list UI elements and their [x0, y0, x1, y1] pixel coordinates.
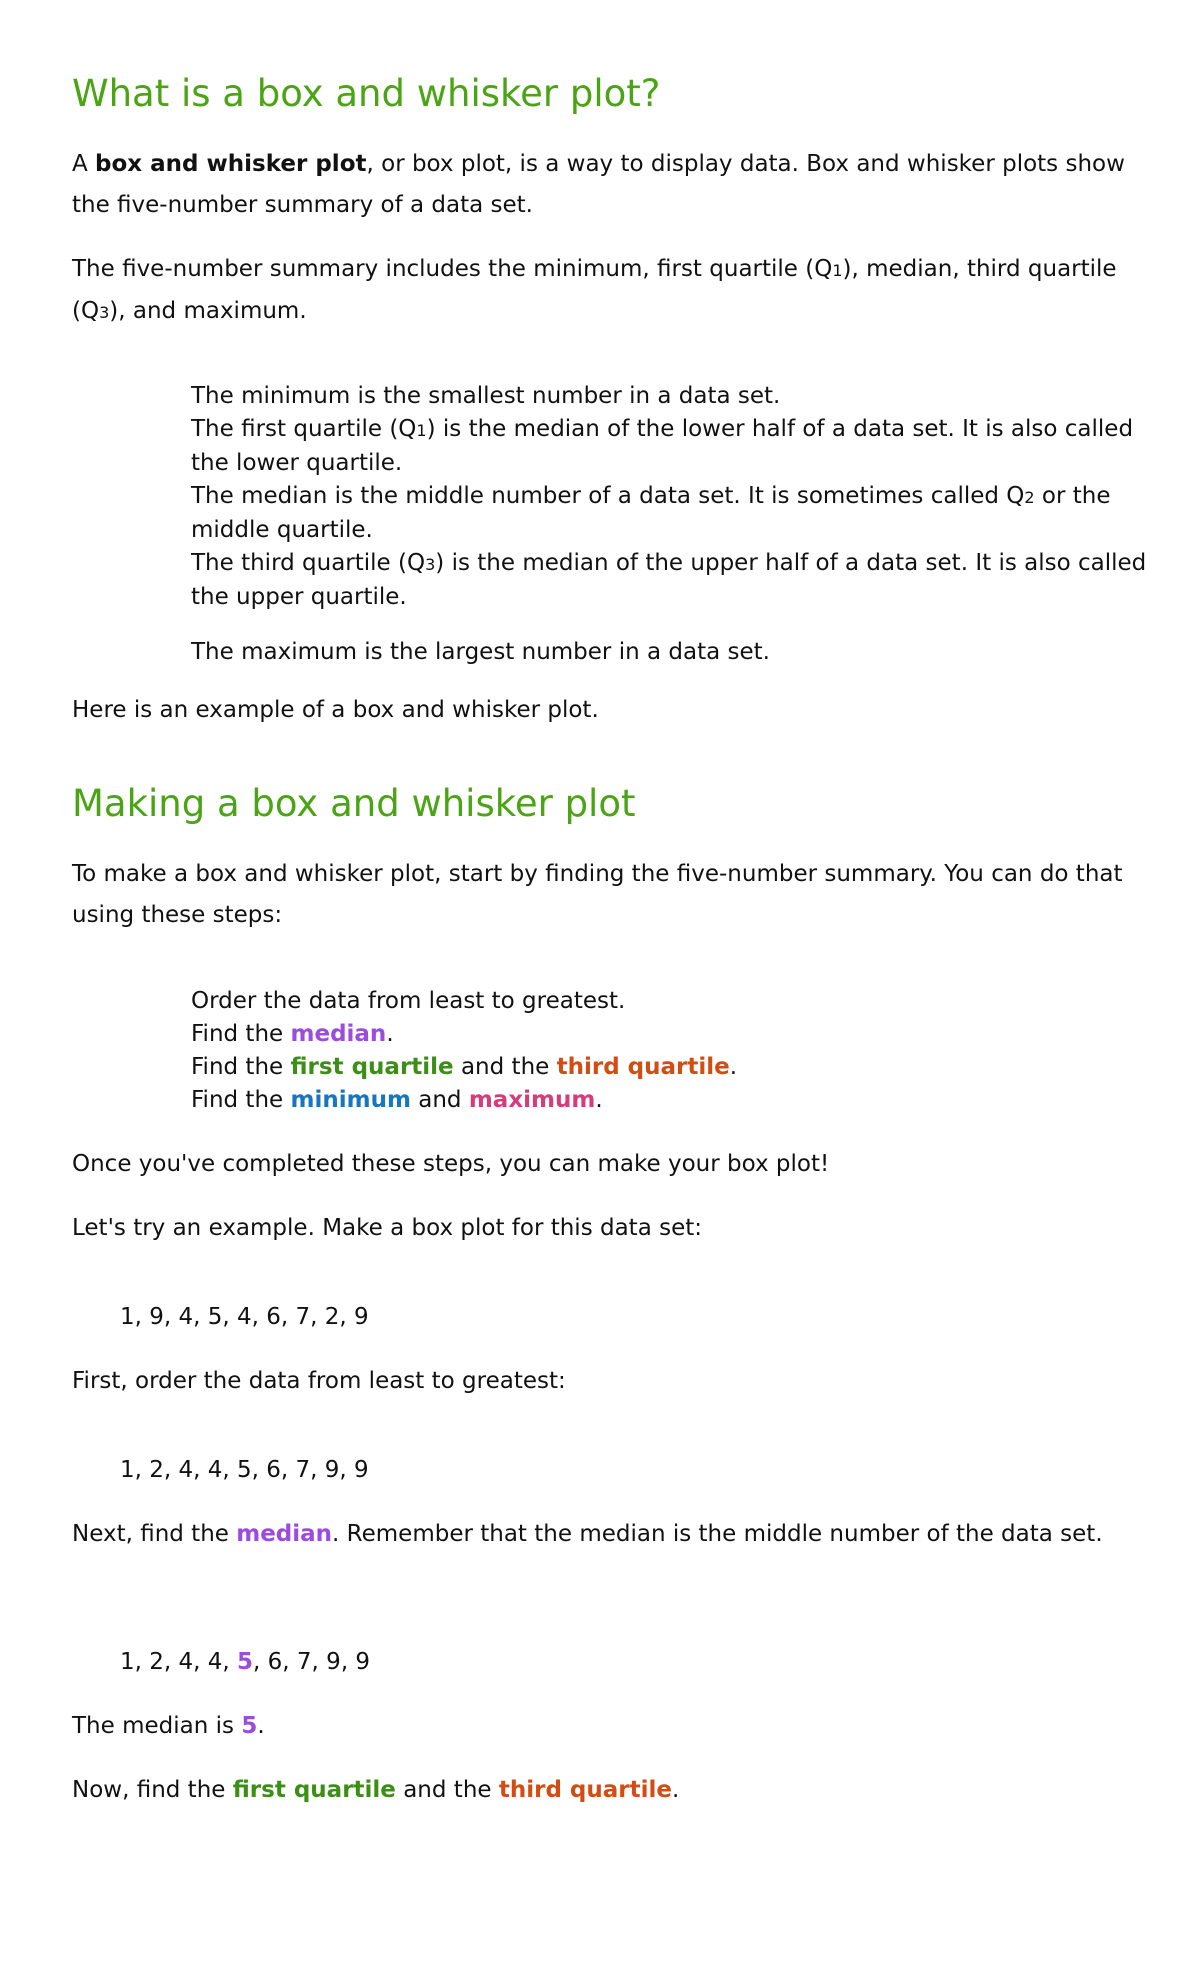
term-median: median	[236, 1521, 333, 1547]
steps-list	[191, 985, 1151, 1117]
list-item-minimum: The minimum is the smallest number in a data set.	[191, 383, 781, 409]
term-first-quartile: first quartile	[290, 1054, 454, 1080]
term-box-and-whisker-plot: box and whisker plot	[95, 151, 367, 177]
term-median: median	[290, 1021, 387, 1047]
five-number-definitions-list	[191, 380, 1151, 669]
order-data-line: First, order the data from least to greatest:	[72, 1368, 566, 1394]
five-number-summary-paragraph: The five-number summary includes the minimum, first quartile (Q1), median, third quartile (Q3), and maximum.	[72, 256, 1117, 324]
term-first-quartile: first quartile	[232, 1777, 396, 1803]
median-result-line: The median is 5.	[72, 1713, 265, 1739]
completed-steps-line: Once you've completed these steps, you can make your box plot!	[72, 1151, 830, 1177]
step-find-median: Find the median.	[191, 1021, 394, 1047]
find-quartiles-line: Now, find the first quartile and the third quartile.	[72, 1777, 680, 1803]
term-third-quartile: third quartile	[556, 1054, 730, 1080]
find-median-paragraph: Next, find the median. Remember that the median is the middle number of the data set.	[72, 1521, 1103, 1547]
data-set-ordered: 1, 2, 4, 4, 5, 6, 7, 9, 9	[120, 1457, 369, 1483]
try-example-line: Let's try an example. Make a box plot for this data set:	[72, 1215, 703, 1241]
intro-paragraph: A box and whisker plot, or box plot, is a way to display data. Box and whisker plots show the five-number summary of a data set.	[72, 151, 1125, 218]
data-set-median-highlighted: 1, 2, 4, 4, 5, 6, 7, 9, 9	[120, 1649, 371, 1675]
list-item-median: The median is the middle number of a data set. It is sometimes called Q2 or the middle quartile.	[191, 483, 1111, 543]
median-value: 5	[241, 1713, 258, 1739]
steps-intro-paragraph: To make a box and whisker plot, start by finding the five-number summary. You can do that using these steps:	[72, 861, 1123, 928]
term-third-quartile: third quartile	[498, 1777, 672, 1803]
list-item-maximum: The maximum is the largest number in a data set.	[191, 639, 770, 665]
list-item-first-quartile: The first quartile (Q1) is the median of the lower half of a data set. It is also called the lower quartile.	[191, 416, 1134, 476]
step-order-data: Order the data from least to greatest.	[191, 988, 626, 1014]
step-find-min-max: Find the minimum and maximum.	[191, 1087, 603, 1113]
section-title-making: Making a box and whisker plot	[72, 782, 636, 825]
median-value-highlight: 5	[237, 1649, 254, 1675]
term-minimum: minimum	[290, 1087, 411, 1113]
section-title-what-is: What is a box and whisker plot?	[72, 72, 661, 115]
example-intro: Here is an example of a box and whisker plot.	[72, 697, 599, 723]
term-maximum: maximum	[468, 1087, 596, 1113]
list-item-third-quartile: The third quartile (Q3) is the median of the upper half of a data set. It is also called the upper quartile.	[191, 550, 1147, 610]
step-find-quartiles: Find the first quartile and the third quartile.	[191, 1054, 738, 1080]
data-set-unordered: 1, 9, 4, 5, 4, 6, 7, 2, 9	[120, 1304, 369, 1330]
